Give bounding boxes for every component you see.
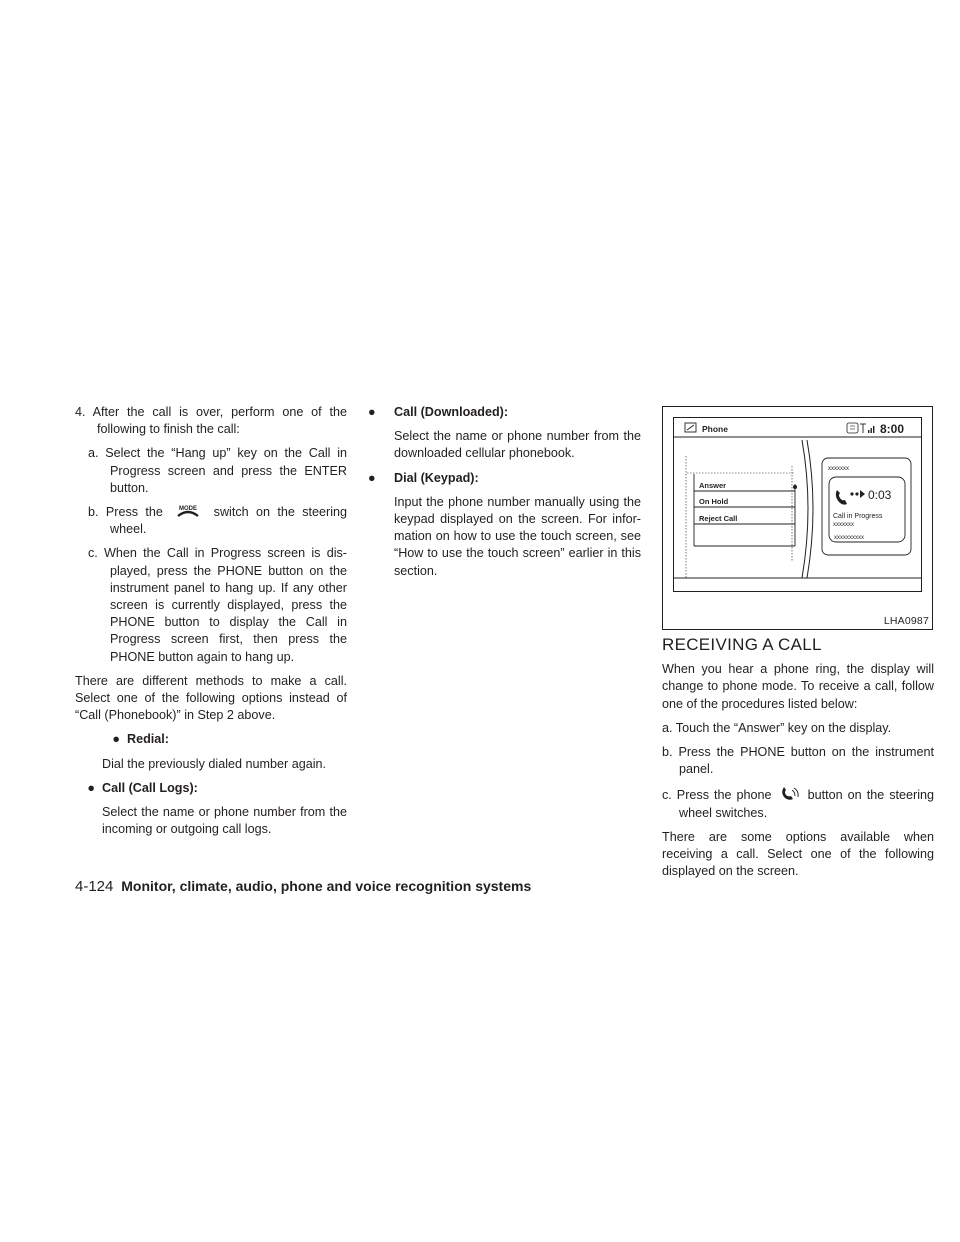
mode-switch-icon bbox=[172, 504, 204, 518]
page-footer bbox=[75, 878, 531, 895]
phone-screen-figure bbox=[662, 406, 933, 630]
step-4-text: 4. After the call is over, perform one of the following to finish the call: bbox=[75, 405, 347, 437]
receive-step-c bbox=[662, 785, 934, 821]
dial-title: Dial (Keypad): bbox=[394, 470, 479, 485]
figure-code: LHA0987 bbox=[883, 615, 929, 627]
receive-step-a: a. Touch the “Answer” key on the display. bbox=[662, 720, 892, 735]
receiving-intro: When you hear a phone ring, the display will change to phone mode. To receive a call, follow one of the procedures listed below: bbox=[662, 662, 934, 711]
phone-status-icon bbox=[847, 423, 858, 433]
receiving-options: There are some options available when receiving a call. Select one of the following displayed on the screen. bbox=[662, 829, 934, 879]
calllogs-title: Call (Call Logs): bbox=[102, 780, 198, 795]
mode-icon-label: MODE bbox=[179, 506, 198, 513]
step-4c-text: c. When the Call in Progress screen is dis- played, press the PHONE button on the instrument panel to hang up. If any other screen is currently displayed, press the PHONE button to display the Call in Progress screen first, then press the PHONE button again to hang up. bbox=[88, 546, 347, 664]
methods-text: There are different methods to make a call. Select one of the following options instead of “Call (Phonebook)” in Step 2 above. bbox=[75, 673, 347, 723]
signal-strength-icon bbox=[860, 424, 874, 433]
caller-number: xxxxxxxxxx bbox=[834, 535, 864, 541]
redial-text: Dial the previously dialed number again. bbox=[102, 756, 327, 771]
phone-button-icon bbox=[779, 785, 801, 801]
column-3 bbox=[662, 636, 934, 887]
footer-title: Monitor, climate, audio, phone and voice recognition systems bbox=[121, 878, 532, 894]
receive-step-b: b. Press the PHONE button on the instrument panel. bbox=[662, 745, 934, 777]
redial-bullet bbox=[75, 731, 347, 748]
calllogs-text: Select the name or phone number from the incoming or outgoing call logs. bbox=[102, 805, 347, 837]
header-clock: 8:00 bbox=[880, 422, 905, 436]
phone-screen bbox=[673, 417, 922, 592]
header-title: Phone bbox=[702, 424, 728, 434]
bullet-icon: ● bbox=[368, 470, 376, 485]
call-in-progress-icon bbox=[836, 490, 865, 505]
step-4b-text bbox=[88, 504, 347, 538]
downloaded-text: Select the name or phone number from the downloaded cellular phonebook. bbox=[394, 429, 641, 461]
caller-name: xxxxxxx bbox=[833, 522, 854, 528]
section-heading: RECEIVING A CALL bbox=[662, 635, 822, 654]
dial-text: Input the phone number manually using the keypad displayed on the screen. For infor- mation on how to use the touch screen, see “How to use the touch screen” earlier in this section. bbox=[394, 494, 641, 578]
menu-item-reject-call: Reject Call bbox=[699, 514, 738, 523]
redial-title: Redial: bbox=[127, 732, 169, 747]
dial-bullet bbox=[368, 470, 641, 487]
calllogs-bullet bbox=[75, 780, 347, 797]
bullet-icon: ● bbox=[368, 405, 376, 419]
downloaded-bullet bbox=[368, 404, 641, 421]
phone-header-icon bbox=[685, 423, 696, 432]
downloaded-title: Call (Downloaded): bbox=[394, 405, 509, 419]
bullet-icon: ● bbox=[112, 732, 120, 747]
step-4a-text: a. Select the “Hang up” key on the Call in Progress screen and press the ENTER button. bbox=[88, 446, 347, 495]
phone-screen-illustration bbox=[674, 418, 921, 591]
receive-step-c-post: button on the steering wheel switches. bbox=[679, 788, 935, 820]
column-2 bbox=[368, 404, 641, 587]
page-number: 4-124 bbox=[75, 878, 114, 895]
call-status: Call in Progress bbox=[833, 513, 883, 520]
call-timer: 0:03 bbox=[868, 488, 892, 502]
column-1 bbox=[75, 404, 347, 845]
menu-item-on-hold: On Hold bbox=[699, 497, 729, 506]
receive-step-c-pre: c. Press the phone bbox=[662, 788, 772, 803]
step-4b-post: switch on the steering wheel. bbox=[110, 505, 348, 537]
bullet-icon: ● bbox=[87, 780, 95, 795]
step-4b-pre: b. Press the bbox=[88, 505, 163, 520]
menu-item-answer: Answer bbox=[699, 481, 727, 490]
caller-top: xxxxxxx bbox=[828, 466, 849, 472]
